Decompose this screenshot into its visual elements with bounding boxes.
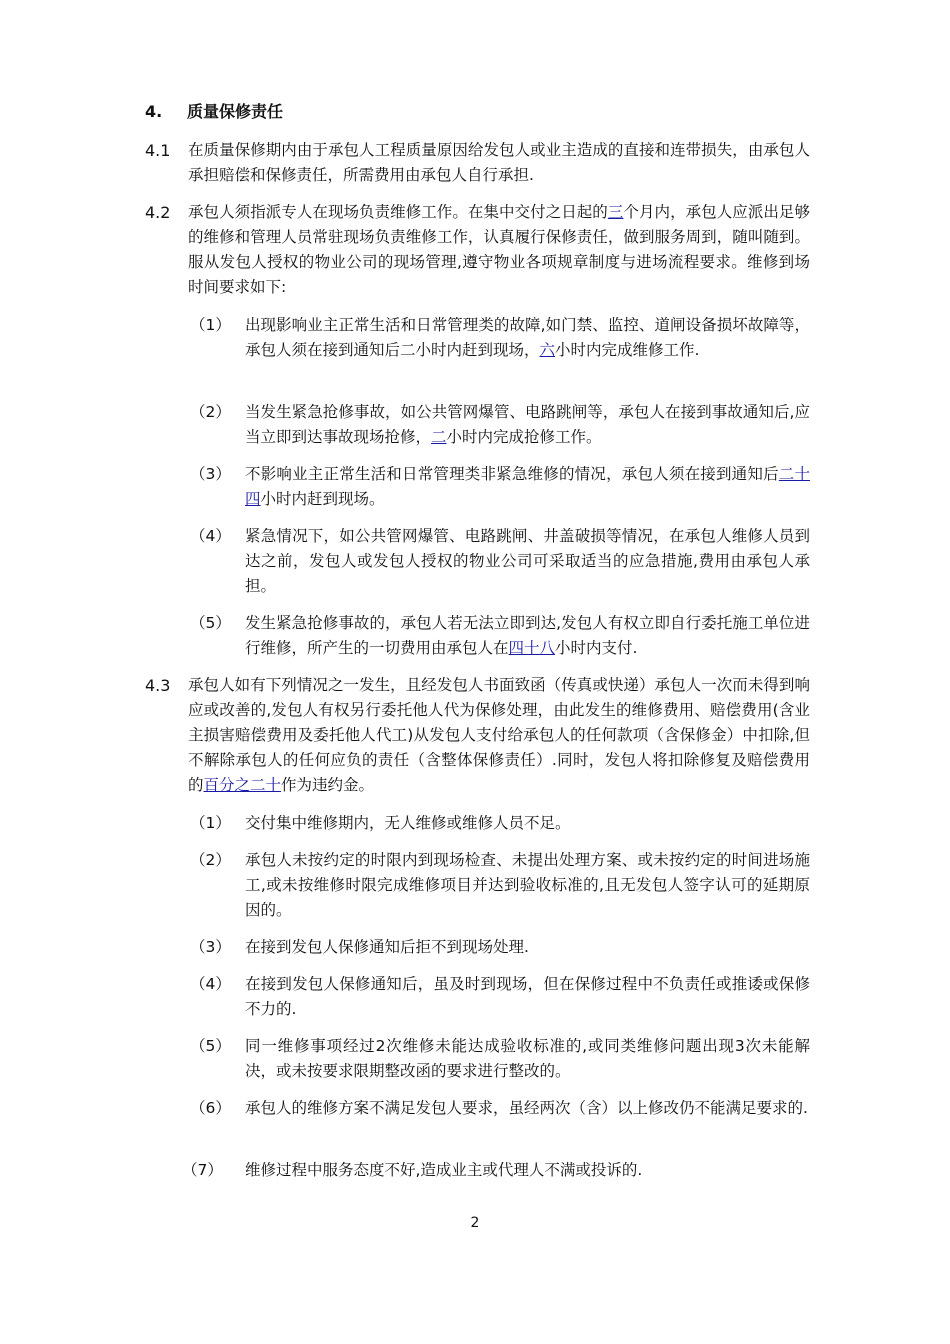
item-text: 紧急情况下，如公共管网爆管、电路跳闸、井盖破损等情况，在承包人维修人员到达之前，发包人或发包人授权的物业公司可采取适当的应急措施,费用由承包人承担。 bbox=[245, 527, 810, 595]
item-number: （4） bbox=[190, 527, 231, 545]
clause-4-1 bbox=[145, 138, 810, 188]
item-number: （2） bbox=[190, 403, 231, 421]
item-text: 不影响业主正常生活和日常管理类非紧急维修的情况，承包人须在接到通知后二十四小时内赶到现场。 bbox=[245, 465, 810, 508]
item-number: （3） bbox=[190, 465, 231, 483]
section-number: 4. bbox=[145, 102, 163, 121]
clause-text: 承包人如有下列情况之一发生，且经发包人书面致函（传真或快递）承包人一次而未得到响应或改善的,发包人有权另行委托他人代为保修处理，由此发生的维修费用、赔偿费用(含业主损害赔偿费用及委托他人代工)从发包人支付给承包人的任何款项（含保修金）中扣除,但不解除承包人的任何应负的责任（含整体保修责任）.同时，发包人将扣除修复及赔偿费用的百分之二十作为违约金。 bbox=[188, 676, 810, 794]
section-heading bbox=[145, 101, 283, 123]
fill-in-value: 百分之二十 bbox=[203, 776, 282, 794]
item-text: 在接到发包人保修通知后拒不到现场处理. bbox=[245, 938, 529, 956]
item-text: 出现影响业主正常生活和日常管理类的故障,如门禁、监控、道闸设备损坏故障等，承包人须在接到通知后二小时内赶到现场，六小时内完成维修工作. bbox=[245, 316, 810, 359]
page-number: 2 bbox=[470, 1215, 480, 1231]
fill-in-value: 三 bbox=[607, 203, 624, 221]
item-text: 同一维修事项经过2次维修未能达成验收标准的,或同类维修问题出现3次未能解决，或未按要求限期整改函的要求进行整改的。 bbox=[245, 1037, 810, 1080]
item-number: （6） bbox=[190, 1099, 231, 1117]
list-item bbox=[182, 1158, 810, 1183]
fill-in-value: 二 bbox=[431, 428, 447, 446]
fill-in-value: 四十八 bbox=[508, 639, 556, 657]
clause-number: 4.2 bbox=[145, 203, 171, 222]
list-item bbox=[190, 848, 810, 923]
item-text: 承包人未按约定的时限内到现场检查、未提出处理方案、或未按约定的时间进场施工,或未按维修时限完成维修项目并达到验收标准的,且无发包人签字认可的延期原因的。 bbox=[245, 851, 810, 919]
list-item bbox=[190, 935, 810, 960]
list-item bbox=[190, 1096, 810, 1121]
list-item bbox=[190, 611, 810, 661]
item-text: 发生紧急抢修事故的，承包人若无法立即到达,发包人有权立即自行委托施工单位进行维修，所产生的一切费用由承包人在四十八小时内支付. bbox=[245, 614, 810, 657]
item-number: （1） bbox=[190, 814, 231, 832]
list-item bbox=[190, 524, 810, 599]
fill-in-value: 二十四 bbox=[245, 465, 810, 508]
fill-in-value: 六 bbox=[539, 341, 556, 359]
item-text: 维修过程中服务态度不好,造成业主或代理人不满或投诉的. bbox=[245, 1161, 643, 1179]
clause-4-2 bbox=[145, 200, 810, 300]
item-number: （1） bbox=[190, 316, 231, 334]
item-text: 交付集中维修期内，无人维修或维修人员不足。 bbox=[245, 814, 571, 832]
clause-number: 4.1 bbox=[145, 141, 171, 160]
list-item bbox=[190, 313, 810, 363]
item-text: 在接到发包人保修通知后，虽及时到现场，但在保修过程中不负责任或推诿或保修不力的. bbox=[245, 975, 810, 1018]
clause-number: 4.3 bbox=[145, 676, 171, 695]
list-item bbox=[190, 1034, 810, 1084]
item-number: （5） bbox=[190, 1037, 231, 1055]
item-number: （5） bbox=[190, 614, 231, 632]
list-item bbox=[190, 462, 810, 512]
item-number: （2） bbox=[190, 851, 231, 869]
list-item bbox=[190, 972, 810, 1022]
clause-text: 承包人须指派专人在现场负责维修工作。在集中交付之日起的三个月内，承包人应派出足够的维修和管理人员常驻现场负责维修工作，认真履行保修责任，做到服务周到，随叫随到。服从发包人授权的物业公司的现场管理,遵守物业各项规章制度与进场流程要求。维修到场时间要求如下: bbox=[188, 203, 810, 296]
item-number: （4） bbox=[190, 975, 231, 993]
item-text: 承包人的维修方案不满足发包人要求，虽经两次（含）以上修改仍不能满足要求的. bbox=[245, 1099, 808, 1117]
item-text: 当发生紧急抢修事故，如公共管网爆管、电路跳闸等，承包人在接到事故通知后,应当立即到达事故现场抢修，二小时内完成抢修工作。 bbox=[245, 403, 810, 446]
list-item bbox=[190, 400, 810, 450]
item-number: （7） bbox=[182, 1161, 223, 1179]
clause-4-3 bbox=[145, 673, 810, 798]
item-number: （3） bbox=[190, 938, 231, 956]
section-title: 质量保修责任 bbox=[187, 102, 284, 121]
clause-text: 在质量保修期内由于承包人工程质量原因给发包人或业主造成的直接和连带损失，由承包人承担赔偿和保修责任，所需费用由承包人自行承担. bbox=[188, 141, 810, 184]
list-item bbox=[190, 811, 810, 836]
